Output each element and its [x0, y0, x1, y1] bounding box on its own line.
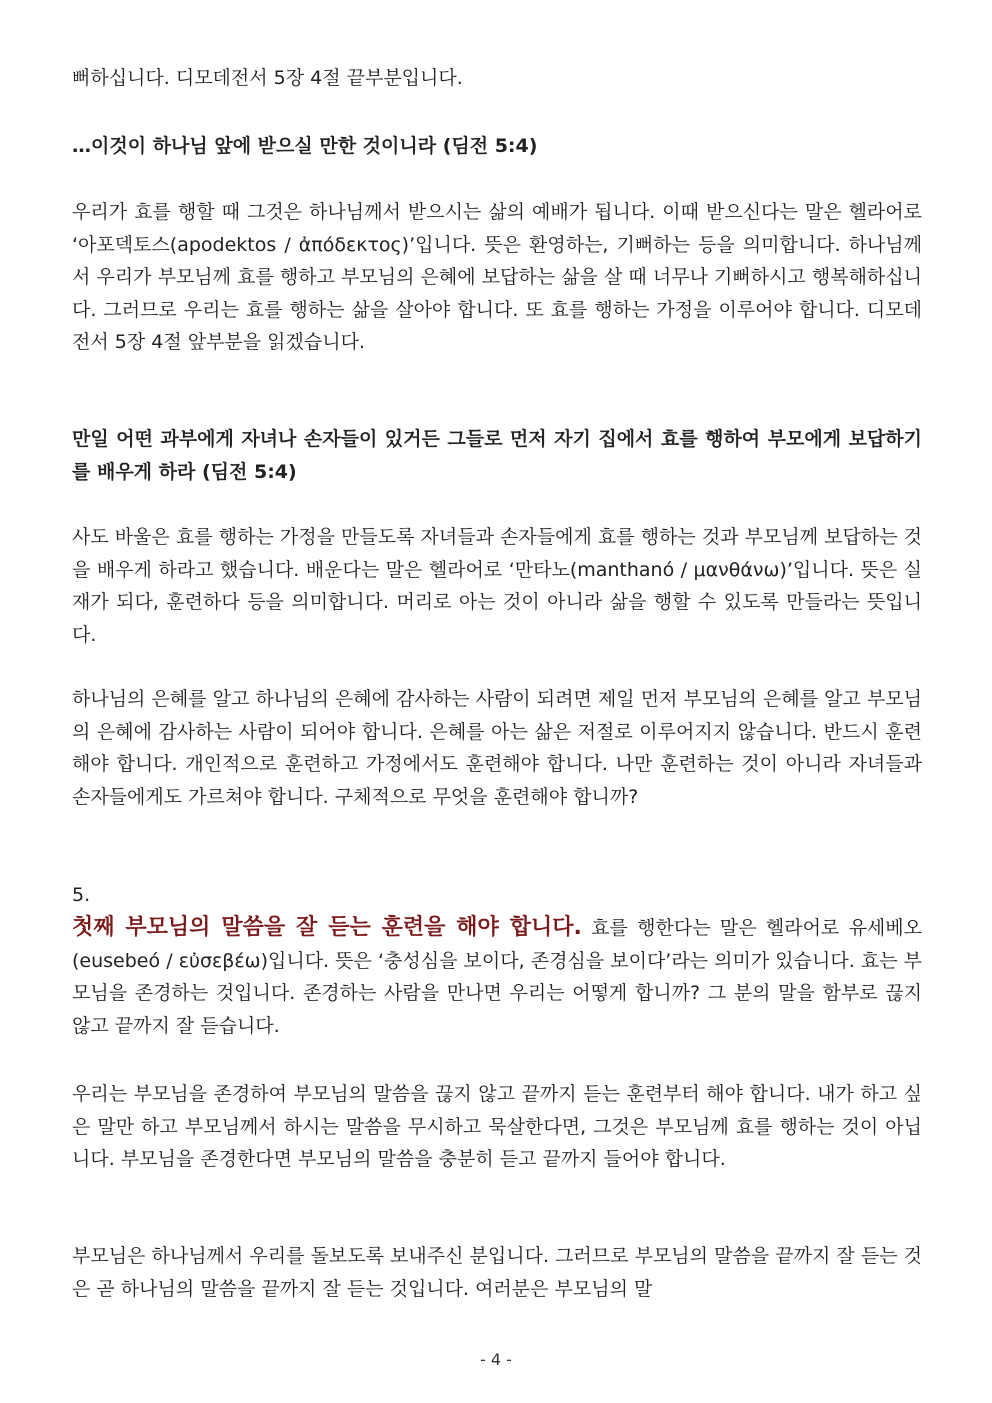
- page-number: - 4 -: [480, 1350, 512, 1369]
- paragraph-5: 우리는 부모님을 존경하여 부모님의 말씀을 끊지 않고 끝까지 듣는 훈련부터 해야 합니다. 내가 하고 싶은 말만 하고 부모님께서 하시는 말씀을 무시하고 묵살한다면, 그것은 부모님께 효를 행하는 것이 아닙니다. 부모님을 존경한다면 부모님의 말씀을 충분히 듣고 끝까지 들어야 합니다.: [72, 1083, 922, 1170]
- paragraph-2: 사도 바울은 효를 행하는 가정을 만들도록 자녀들과 손자들에게 효를 행하는 것과 부모님께 보답하는 것을 배우게 하라고 했습니다. 배운다는 말은 헬라어로 ‘만타노(manthanó / μανθάνω)’입니다. 뜻은 실재가 되다, 훈련하다 등을 의미합니다. 머리로 아는 것이 아니라 삶을 행할 수 있도록 만들라는 뜻입니다.: [72, 526, 922, 646]
- paragraph-3: 하나님의 은혜를 알고 하나님의 은혜에 감사하는 사람이 되려면 제일 먼저 부모님의 은혜를 알고 부모님의 은혜에 감사하는 사람이 되어야 합니다. 은혜를 아는 삶은 저절로 이루어지지 않습니다. 반드시 훈련해야 합니다. 개인적으로 훈련하고 가정에서도 훈련해야 합니다. 나만 훈련하는 것이 아니라 자녀들과 손자들에게도 가르쳐야 합니다. 구체적으로 무엇을 훈련해야 합니까?: [72, 688, 922, 808]
- emphasis-heading: 첫째 부모님의 말씀을 잘 듣는 훈련을 해야 합니다.: [72, 915, 582, 940]
- section-number: 5.: [72, 884, 91, 906]
- paragraph-intro: 뻐하십니다. 디모데전서 5장 4절 끝부분입니다.: [72, 67, 463, 89]
- paragraph-1: 우리가 효를 행할 때 그것은 하나님께서 받으시는 삶의 예배가 됩니다. 이때 받으신다는 말은 헬라어로 ‘아포덱토스(apodektos / ἀπόδεκτος)’입니다. 뜻은 환영하는, 기뻐하는 등을 의미합니다. 하나님께서 우리가 부모님께 효를 행하고 부모님의 은혜에 보답하는 삶을 살 때 너무나 기뻐하시고 행복해하십니다. 그러므로 우리는 효를 행하는 삶을 살아야 합니다. 또 효를 행하는 가정을 이루어야 합니다. 디모데전서 5장 4절 앞부분을 읽겠습니다.: [72, 201, 922, 353]
- scripture-quote-1: …이것이 하나님 앞에 받으실 만한 것이니라 (딤전 5:4): [72, 135, 538, 157]
- paragraph-6: 부모님은 하나님께서 우리를 돌보도록 보내주신 분입니다. 그러므로 부모님의 말씀을 끝까지 잘 듣는 것은 곧 하나님의 말씀을 끝까지 잘 듣는 것입니다. 여러분은 부모님의 말: [72, 1245, 922, 1300]
- paragraph-4: [72, 912, 922, 1042]
- paragraph-4-body: 효를 행한다는 말은 헬라어로 유세베오(eusebeó / εὐσεβέω)입니다. 뜻은 ‘충성심을 보이다, 존경심을 보이다’라는 의미가 있습니다. 효는 부모님을 존경하는 것입니다. 존경하는 사람을 만나면 우리는 어떻게 합니까? 그 분의 말을 함부로 끊지 않고 끝까지 잘 듣습니다.: [72, 917, 922, 1037]
- scripture-quote-2: 만일 어떤 과부에게 자녀나 손자들이 있거든 그들로 먼저 자기 집에서 효를 행하여 부모에게 보답하기를 배우게 하라 (딤전 5:4): [72, 428, 922, 483]
